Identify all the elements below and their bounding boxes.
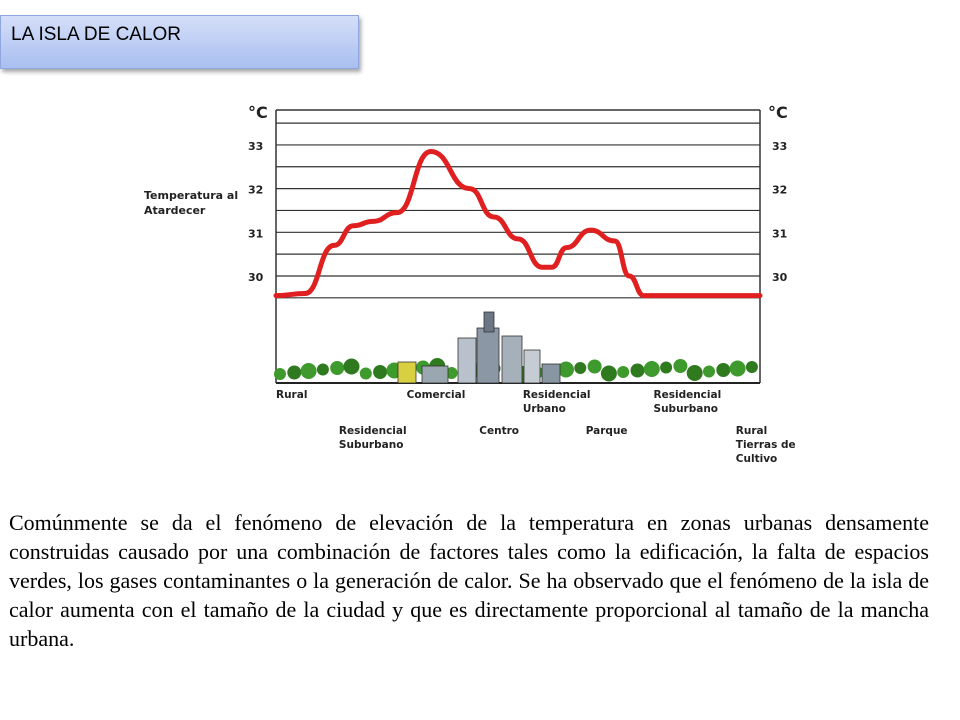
y-axis-label-line: Atardecer [144,204,206,217]
zone-label-line: Cultivo [735,453,778,465]
zone-label-line: Comercial [406,389,466,401]
tree [330,361,344,375]
heat-island-chart [130,88,810,480]
tree [344,359,360,375]
tree [287,366,301,380]
tree [301,363,317,379]
y-tick-label-right: 33 [772,139,788,153]
tree [274,368,286,380]
building [477,328,499,383]
building [398,362,416,383]
tree [574,362,586,374]
tree [746,361,758,373]
city-silhouette [274,312,758,383]
slide-title: LA ISLA DE CALOR [11,24,182,45]
tree [687,365,703,381]
tree [703,366,715,378]
y-axis-label [144,189,238,217]
tree [588,360,602,374]
tree [617,366,629,378]
zone-label-line: Rural [276,389,308,401]
building [524,350,540,383]
zone-label-line: Residencial [522,389,591,401]
zone-label-line: Tierras de [735,439,796,451]
title-box [0,15,359,69]
tree [373,365,387,379]
zone-label-line: Urbano [522,403,566,415]
temperature-line [276,151,760,295]
y-tick-label-right: 32 [772,183,788,197]
building [542,364,560,383]
tree [601,366,617,382]
building [502,336,522,383]
zone-label [586,425,628,437]
tree [360,368,372,380]
zone-label [654,389,722,415]
y-unit-label-left: °C [248,103,268,122]
y-tick-label-left: 30 [248,270,264,284]
building [422,366,448,383]
building [484,312,494,332]
zone-label-line: Suburbano [338,439,404,451]
y-tick-label-right: 31 [772,227,788,241]
zone-label [479,425,519,437]
y-axis-label-line: Temperatura al [144,189,239,202]
tree [673,359,687,373]
temperature-series [276,151,760,295]
tree [660,362,672,374]
y-tick-label-right: 30 [772,270,788,284]
zone-label-line: Rural [735,425,768,437]
zone-label-line: Residencial [338,425,407,437]
y-tick-label-left: 31 [248,227,264,241]
zone-label-line: Residencial [653,389,722,401]
zone-label [276,389,307,401]
tree [631,364,645,378]
zone-label [339,425,407,451]
chart-labels [144,103,796,465]
zone-label-line: Suburbano [653,403,719,415]
y-unit-label-right: °C [768,103,788,122]
tree [730,361,746,377]
tree [558,362,574,378]
tree [716,363,730,377]
zone-label [736,425,796,465]
zone-label-line: Parque [585,425,628,437]
tree [317,364,329,376]
building [458,338,476,383]
tree [644,361,660,377]
y-tick-label-left: 33 [248,139,264,153]
description-paragraph: Comúnmente se da el fenómeno de elevación de la temperatura en zonas urbanas densamente construidas causado por una combinación de factores tales como la edificación, la falta de espacios verdes, los gases contaminantes o la generación de calor. Se ha observado que el fenómeno de la isla de calor aumenta con el tamaño de la ciudad y que es directamente proporcional al tamaño de la mancha urbana. [9,510,929,651]
y-tick-label-left: 32 [248,183,264,197]
zone-label [407,389,466,401]
zone-label-line: Centro [479,425,519,437]
zone-label [523,389,591,415]
